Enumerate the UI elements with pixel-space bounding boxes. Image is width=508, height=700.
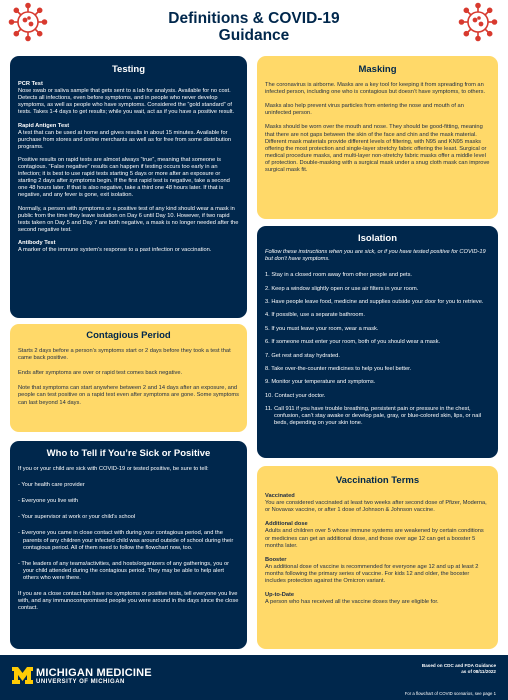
flowchart-note: For a flowchart of COVID scenarios, see page 1	[404, 691, 496, 696]
masking-paragraph-3: Masks should be worn over the mouth and nose. They should be good-fitting, meaning that there are not gaps between the skin of the face and chin and the mask material. Different mask materials provide different levels of filtering, with N95 and KN95 masks offering the most protection and single-layer stretchy fabric offering the least. Surgical or medical procedure masks, and multi-layer non-stretchy fabric masks offer a middle level of protection. Double-masking with a surgical mask under a snug cloth mask can improve surgical mask fit.	[265, 124, 490, 174]
contagious-paragraph-2: Ends after symptoms are over or rapid test comes back negative.	[18, 370, 183, 377]
vaccinated-text: You are considered vaccinated at least two weeks after second dose of Pfizer, Moderna, or Novavax vaccine, or after 1 dose of Johnson & Johnson vaccine.	[265, 500, 487, 514]
masking-card	[257, 56, 498, 219]
list-item: 10. Contact your doctor.	[265, 392, 326, 399]
pcr-test-title: PCR Test	[18, 81, 43, 88]
contagious-paragraph-1: Starts 2 days before a person’s symptoms start or 2 days before they took a test that came back positive.	[18, 348, 231, 362]
masking-paragraph-2: Masks also help prevent virus particles from entering the nose and mouth of an uninfected person.	[265, 103, 464, 117]
logo-name: MICHIGAN MEDICINE	[36, 667, 152, 679]
rapid-test-title: Rapid Antigen Test	[18, 122, 70, 129]
list-item: 2. Keep a window slightly open or use air filters in your room.	[265, 285, 419, 292]
page-title: Definitions & COVID-19 Guidance	[168, 10, 340, 44]
contagious-period-card	[10, 324, 247, 432]
testing-title: Testing	[111, 64, 146, 75]
rapid-test-text: A test that can be used at home and gives results in about 15 minutes. Available for purchase from stores and online merchants as well as for free from some distribution programs.	[18, 129, 232, 150]
isolation-title: Isolation	[357, 233, 398, 244]
isolation-list	[265, 272, 490, 427]
list-item: - Your health care provider	[18, 482, 85, 489]
list-item: 1. Stay in a closed room away from other people and pets.	[265, 272, 413, 279]
isolation-intro: Follow these instructions when you are sick, or if you have tested positive for COVID-19 but don’t have symptoms.	[265, 249, 486, 263]
logo-subtitle: UNIVERSITY OF MICHIGAN	[36, 679, 125, 685]
up-to-date-text: A person who has received all the vaccine doses they are eligible for.	[265, 599, 439, 606]
footer	[0, 655, 508, 700]
contagious-period-title: Contagious Period	[86, 330, 171, 341]
michigan-block-m-logo	[12, 667, 33, 684]
testing-card	[10, 56, 247, 318]
list-item: 7. Get rest and stay hydrated.	[265, 352, 340, 359]
vaccination-terms-title: Vaccination Terms	[335, 475, 420, 486]
who-to-tell-outro: If you are a close contact but have no symptoms or positive tests, tell everyone you live with, and any immunocompromised people you were around in the days since the close contact.	[18, 591, 239, 612]
page-header	[0, 0, 508, 52]
list-item: 5. If you must leave your room, wear a mask.	[265, 325, 379, 332]
who-to-tell-card	[10, 441, 247, 649]
antibody-test-text: A marker of the immune system’s response to a past infection or vaccination.	[18, 246, 212, 253]
booster-title: Booster	[265, 556, 287, 563]
list-item: - Your supervisor at work or your child’s school	[18, 514, 136, 521]
additional-dose-text: Adults and children over 5 whose immune systems are weakened by certain conditions or medicines can get an additional dose, and those over age 12 can get a booster 5 months later.	[265, 528, 484, 549]
list-item: 11. Call 911 if you have trouble breathing, persistent pain or pressure in the chest, confusion, can’t stay awake or develop pale, gray, or blue-colored skin, lips, or nail beds, depending on your skin tone.	[265, 406, 481, 427]
positive-results-text: Positive results on rapid tests are almost always “true”, meaning that someone is contagious. “False negative” results can happen if testing occurs too early in an infection; it is best to use rapid tests starting 5 days or more after an exposure or starting 2 days after symptoms begin. If the first rapid test is negative, take a second one 48 hours later. If that is also negative, take a third one 48 hours later. If that is negative, and any fever is gone, exit isolation.	[18, 156, 230, 199]
who-to-tell-title: Who to Tell if You’re Sick or Positive	[46, 448, 211, 459]
list-item: - Everyone you live with	[18, 498, 79, 505]
vaccination-terms-card	[257, 466, 498, 649]
vaccinated-title: Vaccinated	[265, 493, 295, 500]
list-item: 8. Take over-the-counter medicines to help you feel better.	[265, 366, 412, 373]
normally-text: Normally, a person with symptoms or a positive test of any kind should wear a mask in public from the time they leave isolation on Day 6 until Day 10. However, if two rapid tests taken on Day 5 and Day 7 are both negative, a mask is no longer needed after the second negative test.	[18, 205, 239, 233]
guidance-source-note: Based on CDC and FDA Guidance as of 08/11/2022	[421, 663, 496, 674]
masking-paragraph-1: The coronavirus is airborne. Masks are a key tool for keeping it from spreading from an infected person, including one who is contagious but doesn’t have symptoms, to others.	[265, 82, 486, 96]
list-item: 9. Monitor your temperature and symptoms.	[265, 379, 376, 386]
contagious-paragraph-3: Note that symptoms can start anywhere between 2 and 14 days after an exposure, and people can test positive on a rapid test even after symptoms are gone. Some symptoms can last beyond 14 days.	[18, 385, 239, 406]
list-item: - Everyone you came in close contact with during your contagious period, and the parents of any children your infected child was around outside of school during their contagious period. All of them need to follow the flowchart now, too.	[18, 530, 234, 551]
virus-icon	[8, 2, 48, 42]
masking-title: Masking	[358, 64, 397, 75]
list-item: 3. Have people leave food, medicine and supplies outside your door for you to retrieve.	[265, 299, 484, 306]
booster-text: An additional dose of vaccine is recommended for everyone age 12 and up at least 2 months following the primary series of vaccine. For kids 12 and older, the booster includes protection against the Omicron variant.	[265, 563, 479, 585]
additional-dose-title: Additional dose	[265, 521, 308, 528]
list-item: - The leaders of any teams/activities, and hosts/organizers of any gatherings, you or your child attended during the contagious period. They may be able to help alert others who were there.	[18, 560, 230, 581]
list-item: 4. If possible, use a separate bathroom.	[265, 312, 365, 319]
up-to-date-title: Up-to-Date	[265, 592, 295, 599]
pcr-test-text: Nose swab or saliva sample that gets sent to a lab for analysis. Available for no cost. Detects all infections, even before symptoms, and in people who never develop symptoms, as well as people who have symptoms. Considered the “gold standard” of tests. Takes 1-4 days to get results; while you wait, act as if you have a positive result.	[18, 88, 235, 116]
antibody-test-title: Antibody Test	[18, 239, 56, 246]
who-to-tell-intro: If you or your child are sick with COVID-19 or tested positive, be sure to tell:	[18, 466, 209, 473]
list-item: 6. If someone must enter your room, both of you should wear a mask.	[265, 339, 441, 346]
isolation-card	[257, 226, 498, 458]
virus-icon	[458, 2, 498, 42]
